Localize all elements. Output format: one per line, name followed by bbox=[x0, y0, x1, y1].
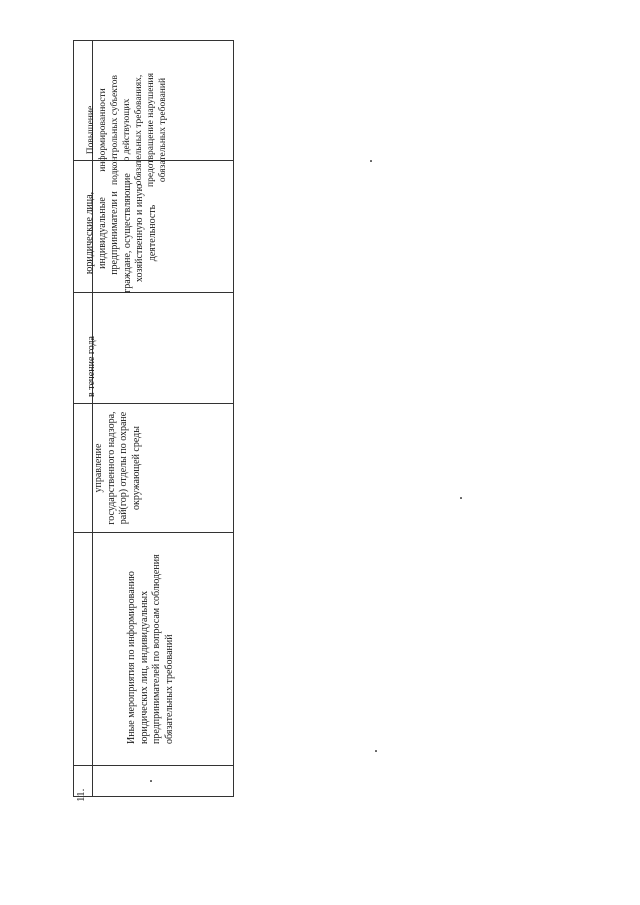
column-divider bbox=[73, 765, 234, 766]
period-cell: в течение года bbox=[86, 336, 97, 397]
column-divider bbox=[73, 403, 234, 404]
result-cell: Повышение информированности подконтрольных субъектов о действующих обязательных требованиях, предотвращение нарушения обязательных требований bbox=[86, 72, 168, 188]
scan-speck bbox=[150, 780, 152, 782]
row-number: 11. bbox=[75, 788, 87, 802]
responsible-cell: управление государственного надзора, рай(гор) отделы по охране окружающей среды bbox=[93, 411, 142, 525]
scan-speck bbox=[375, 750, 377, 752]
scan-speck bbox=[370, 160, 372, 162]
activity-cell: Иные мероприятия по информированию юридических лиц, индивидуальных предпринимателей по вопросам соблюдения обязательных требований bbox=[126, 554, 175, 744]
subjects-cell: юридические лица, индивидуальные предприниматели и граждане, осуществляющие хозяйственную и иную деятельность bbox=[84, 173, 158, 293]
scan-speck bbox=[460, 497, 462, 499]
